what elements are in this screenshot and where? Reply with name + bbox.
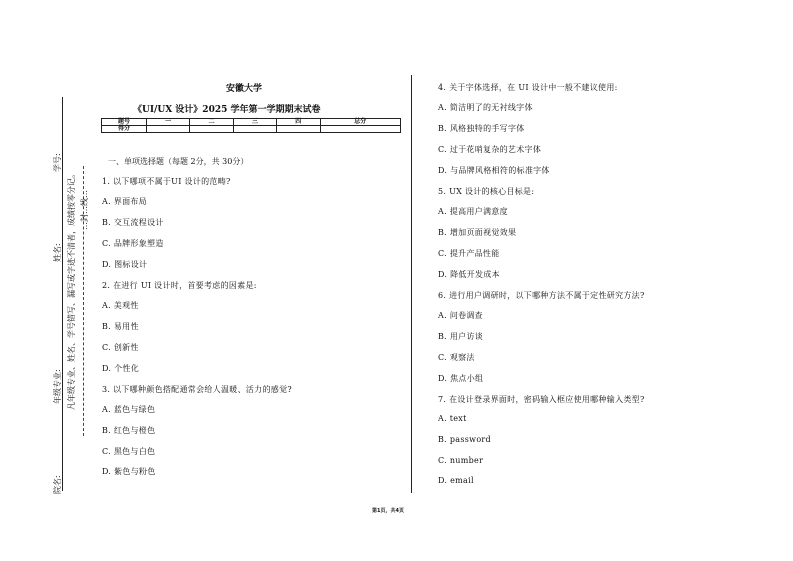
student-id-label: 学号: (53, 153, 62, 172)
school-label: 院名: (53, 475, 62, 494)
score-cell: 题号 (102, 119, 147, 126)
name-label: 姓名: (53, 243, 62, 262)
grade-major-label: 年级专业: (53, 369, 62, 404)
question-option: A. 美观性 (102, 301, 139, 310)
page-footer: 第1页，共4页 (372, 508, 404, 514)
question-stem: 7. 在设计登录界面时，密码输入框应使用哪种输入类型? (438, 395, 645, 404)
question-option: D. 个性化 (102, 364, 140, 373)
score-cell: 总分 (320, 119, 401, 126)
question-option: A. 简洁明了的无衬线字体 (438, 103, 533, 112)
binding-strip (0, 0, 100, 561)
question-option: C. 提升产品性能 (438, 249, 500, 258)
question-option: D. 图标设计 (102, 260, 148, 269)
question-stem: 1. 以下哪项不属于UI 设计的范畴? (102, 177, 231, 186)
seal-text: …封…线… (80, 190, 89, 230)
question-option: B. 交互流程设计 (102, 218, 164, 227)
question-option: D. 降低开发成本 (438, 270, 500, 279)
question-option: B. 红色与橙色 (102, 426, 156, 435)
question-option: D. 与品牌风格相符的标准字体 (438, 166, 550, 175)
question-stem: 5. UX 设计的核心目标是: (438, 187, 535, 196)
score-cell: 一 (147, 119, 190, 126)
question-option: A. 界面布局 (102, 197, 147, 206)
score-cell (147, 126, 190, 133)
score-cell (190, 126, 233, 133)
score-cell (277, 126, 320, 133)
question-stem: 3. 以下哪种颜色搭配通常会给人温暖、活力的感觉? (102, 385, 292, 394)
exam-title: 《UI/UX 设计》2025 学年第一学期期末试卷 (133, 105, 321, 115)
question-stem: 6. 进行用户调研时，以下哪种方法不属于定性研究方法? (438, 291, 645, 300)
question-option: B. 用户访谈 (438, 332, 484, 341)
question-option: A. 提高用户满意度 (438, 207, 508, 216)
question-option: C. 过于花哨复杂的艺术字体 (438, 145, 542, 154)
question-option: D. 焦点小组 (438, 374, 484, 383)
question-option: C. 创新性 (102, 343, 139, 352)
question-option: B. 易用性 (102, 322, 139, 331)
question-option: C. 黑色与白色 (102, 447, 156, 456)
column-divider (411, 75, 412, 493)
question-option: D. email (438, 476, 474, 485)
score-table-score-row (102, 126, 401, 133)
binding-notice: 凡年级专业、姓名、学号错写、漏写或字迹不清者，成绩按零分记。 (67, 170, 76, 410)
score-cell: 二 (190, 119, 233, 126)
score-cell: 四 (277, 119, 320, 126)
question-option: C. number (438, 456, 484, 465)
school-name: 安徽大学 (226, 84, 263, 94)
question-option: A. 问卷调查 (438, 311, 483, 320)
score-cell (320, 126, 401, 133)
score-table (101, 118, 401, 133)
question-option: D. 紫色与粉色 (102, 467, 156, 476)
score-cell: 得分 (102, 126, 147, 133)
question-option: B. 增加页面视觉效果 (438, 228, 517, 237)
question-option: A. text (438, 414, 467, 423)
question-option: A. 蓝色与绿色 (102, 405, 156, 414)
question-option: C. 观察法 (438, 353, 475, 362)
question-option: B. password (438, 435, 491, 444)
question-option: B. 风格独特的手写字体 (438, 124, 525, 133)
section-title: 一、单项选择题（每题 2分，共 30分） (108, 157, 249, 166)
question-stem: 2. 在进行 UI 设计时，首要考虑的因素是: (102, 281, 257, 290)
question-stem: 4. 关于字体选择，在 UI 设计中一般不建议使用: (438, 83, 618, 92)
score-cell (233, 126, 276, 133)
score-cell: 三 (233, 119, 276, 126)
score-table-header-row (102, 119, 401, 126)
question-option: C. 品牌形象塑造 (102, 239, 164, 248)
